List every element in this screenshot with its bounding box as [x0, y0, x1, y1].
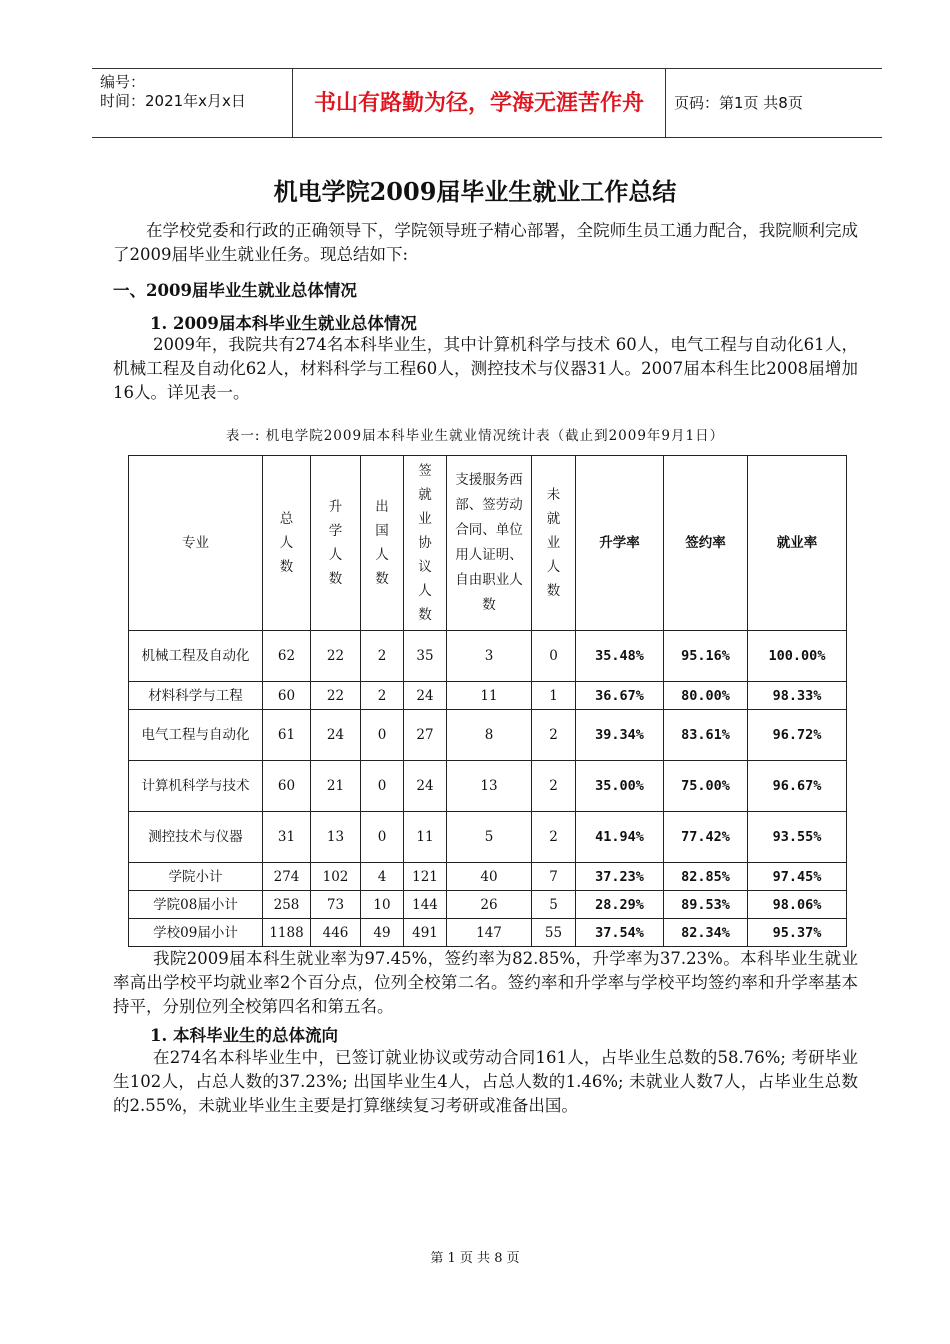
table-cell: 0	[532, 631, 576, 682]
table-cell: 89.53%	[664, 891, 748, 919]
table-cell: 96.72%	[748, 710, 847, 761]
table-cell: 35.00%	[576, 761, 664, 812]
table-cell-major: 学校09届小计	[129, 919, 263, 947]
table-cell: 82.85%	[664, 863, 748, 891]
table-cell: 0	[361, 812, 404, 863]
table-cell: 98.33%	[748, 682, 847, 710]
table-cell: 1	[532, 682, 576, 710]
col-header-further-study: 升学人数	[311, 456, 361, 631]
col-header-other-employment: 支援服务西部、签劳动合同、单位用人证明、自由职业人数	[447, 456, 532, 631]
subsection-heading-1: 1. 2009届本科毕业生就业总体情况	[150, 314, 417, 333]
table-cell: 97.45%	[748, 863, 847, 891]
table-cell-major: 学院08届小计	[129, 891, 263, 919]
table-cell: 37.54%	[576, 919, 664, 947]
table-cell: 7	[532, 863, 576, 891]
table-cell: 258	[263, 891, 311, 919]
col-header-sign-rate: 签约率	[664, 456, 748, 631]
table-cell: 11	[447, 682, 532, 710]
table-cell-major: 电气工程与自动化	[129, 710, 263, 761]
table-caption: 表一: 机电学院2009届本科毕业生就业情况统计表（截止到2009年9月1日）	[225, 428, 725, 444]
table-cell: 4	[361, 863, 404, 891]
table-cell: 22	[311, 682, 361, 710]
table-cell: 60	[263, 682, 311, 710]
table-row	[129, 761, 847, 812]
page-header	[92, 68, 882, 138]
number-label: 编号：	[100, 73, 146, 91]
col-header-signed: 签就业协议人数	[404, 456, 447, 631]
flow-paragraph: 在274名本科毕业生中，已签订就业协议或劳动合同161人，占毕业生总数的58.76%; 考研毕业生102人，占总人数的37.23%; 出国毕业生4人，占总人数的1.46%; 未就业人数7人，占毕业生总数的2.55%，未就业毕业生主要是打算继续复习考研或准备出国。	[113, 1048, 858, 1115]
table-cell: 82.34%	[664, 919, 748, 947]
table-cell: 446	[311, 919, 361, 947]
table-cell: 2	[361, 682, 404, 710]
table-row	[129, 812, 847, 863]
table-cell: 95.16%	[664, 631, 748, 682]
table-cell: 96.67%	[748, 761, 847, 812]
table-cell: 24	[404, 761, 447, 812]
table-cell: 13	[447, 761, 532, 812]
table-cell: 28.29%	[576, 891, 664, 919]
table-cell: 98.06%	[748, 891, 847, 919]
table-cell: 147	[447, 919, 532, 947]
table-cell: 36.67%	[576, 682, 664, 710]
table-cell: 24	[311, 710, 361, 761]
table-cell: 2	[532, 761, 576, 812]
table-cell: 3	[447, 631, 532, 682]
table-cell: 5	[532, 891, 576, 919]
table-cell: 11	[404, 812, 447, 863]
table-cell: 13	[311, 812, 361, 863]
table-cell: 77.42%	[664, 812, 748, 863]
table-cell: 40	[447, 863, 532, 891]
table-cell: 2	[361, 631, 404, 682]
header-meta	[100, 73, 290, 111]
table-row	[129, 710, 847, 761]
time-label: 时间：2021年x月x日	[100, 92, 246, 110]
table-cell: 26	[447, 891, 532, 919]
table-cell: 100.00%	[748, 631, 847, 682]
table-cell: 274	[263, 863, 311, 891]
table-cell: 31	[263, 812, 311, 863]
table-cell: 8	[447, 710, 532, 761]
table-cell: 35.48%	[576, 631, 664, 682]
table-cell: 5	[447, 812, 532, 863]
table-cell-major: 计算机科学与技术	[129, 761, 263, 812]
table-cell: 1188	[263, 919, 311, 947]
col-header-study-rate: 升学率	[576, 456, 664, 631]
col-header-unemployed: 未就业人数	[532, 456, 576, 631]
table-cell: 73	[311, 891, 361, 919]
table-cell: 93.55%	[748, 812, 847, 863]
page-footer: 第 1 页 共 8 页	[430, 1251, 520, 1266]
col-header-employ-rate: 就业率	[748, 456, 847, 631]
table-cell: 24	[404, 682, 447, 710]
table-cell: 39.34%	[576, 710, 664, 761]
subsection-heading-2: 1. 本科毕业生的总体流向	[150, 1026, 338, 1045]
table-row	[129, 863, 847, 891]
table-cell: 80.00%	[664, 682, 748, 710]
table-cell: 102	[311, 863, 361, 891]
table-cell: 62	[263, 631, 311, 682]
col-header-abroad: 出国人数	[361, 456, 404, 631]
table-cell: 10	[361, 891, 404, 919]
table-cell-major: 机械工程及自动化	[129, 631, 263, 682]
table-cell-major: 材料科学与工程	[129, 682, 263, 710]
table-cell: 95.37%	[748, 919, 847, 947]
col-header-major: 专业	[129, 456, 263, 631]
table-cell: 491	[404, 919, 447, 947]
table-cell: 83.61%	[664, 710, 748, 761]
table-cell: 37.23%	[576, 863, 664, 891]
employment-table	[128, 455, 847, 947]
col-header-total: 总人数	[263, 456, 311, 631]
document-title: 机电学院2009届毕业生就业工作总结	[273, 177, 677, 206]
table-cell: 75.00%	[664, 761, 748, 812]
table-cell: 22	[311, 631, 361, 682]
table-cell: 35	[404, 631, 447, 682]
table-cell-major: 测控技术与仪器	[129, 812, 263, 863]
section-heading-1: 一、2009届毕业生就业总体情况	[113, 281, 357, 300]
table-header-row	[129, 456, 847, 631]
overview-paragraph: 2009年，我院共有274名本科毕业生，其中计算机科学与技术 60人，电气工程与自动化61人，机械工程及自动化62人，材料科学与工程60人，测控技术与仪器31人。2007届本科生比2008届增加16人。详见表一。	[113, 335, 858, 402]
table-cell-major: 学院小计	[129, 863, 263, 891]
header-motto: 书山有路勤为径，学海无涯苦作舟	[313, 90, 644, 116]
table-cell: 21	[311, 761, 361, 812]
table-cell: 2	[532, 812, 576, 863]
table-cell: 41.94%	[576, 812, 664, 863]
table-cell: 60	[263, 761, 311, 812]
table-cell: 144	[404, 891, 447, 919]
table-cell: 49	[361, 919, 404, 947]
table-cell: 55	[532, 919, 576, 947]
table-row	[129, 631, 847, 682]
table-row	[129, 891, 847, 919]
intro-paragraph: 在学校党委和行政的正确领导下，学院领导班子精心部署，全院师生员工通力配合，我院顺利完成了2009届毕业生就业任务。现总结如下:	[113, 221, 858, 264]
table-cell: 121	[404, 863, 447, 891]
table-row	[129, 919, 847, 947]
header-page-info: 页码：第1页 共8页	[674, 94, 803, 112]
table-cell: 27	[404, 710, 447, 761]
rates-paragraph: 我院2009届本科生就业率为97.45%，签约率为82.85%，升学率为37.23%。本科毕业生就业率高出学校平均就业率2个百分点，位列全校第二名。签约率和升学率与学校平均签约率和升学率基本持平，分别位列全校第四名和第五名。	[113, 949, 858, 1016]
table-cell: 2	[532, 710, 576, 761]
table-cell: 0	[361, 710, 404, 761]
table-cell: 0	[361, 761, 404, 812]
table-row	[129, 682, 847, 710]
table-cell: 61	[263, 710, 311, 761]
